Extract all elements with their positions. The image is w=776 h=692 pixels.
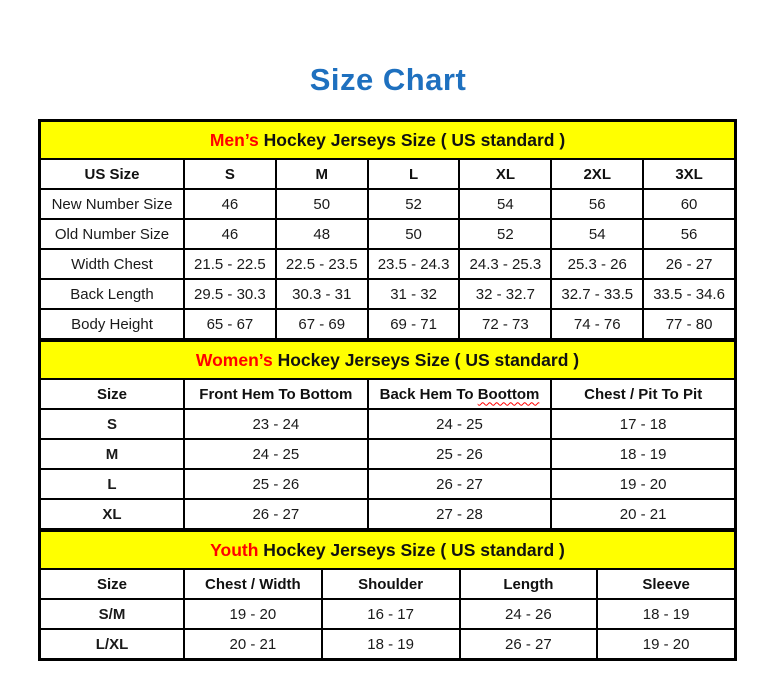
- size-value-cell: 24.3 - 25.3: [459, 249, 551, 279]
- row-label: Width Chest: [40, 249, 184, 279]
- womens-header-row: [40, 379, 735, 409]
- column-header: Size: [40, 379, 184, 409]
- column-header: XL: [459, 159, 551, 189]
- size-value-cell: 23.5 - 24.3: [368, 249, 460, 279]
- column-header: Front Hem To Bottom: [184, 379, 368, 409]
- size-value-cell: 25.3 - 26: [551, 249, 643, 279]
- table-row: [40, 499, 735, 529]
- size-value-cell: 32 - 32.7: [459, 279, 551, 309]
- size-value-cell: 46: [184, 189, 276, 219]
- column-header: US Size: [40, 159, 184, 189]
- size-value-cell: 21.5 - 22.5: [184, 249, 276, 279]
- row-label: L: [40, 469, 184, 499]
- size-value-cell: 50: [368, 219, 460, 249]
- table-row: [40, 629, 735, 659]
- size-value-cell: 46: [184, 219, 276, 249]
- column-header: Shoulder: [322, 569, 460, 599]
- column-header: Chest / Pit To Pit: [551, 379, 735, 409]
- page-title: Size Chart: [309, 62, 467, 97]
- youth-section-band-cell: [40, 531, 735, 569]
- size-value-cell: 24 - 26: [460, 599, 598, 629]
- size-value-cell: 18 - 19: [597, 599, 735, 629]
- size-value-cell: 19 - 20: [597, 629, 735, 659]
- size-value-cell: 19 - 20: [551, 469, 735, 499]
- size-value-cell: 26 - 27: [460, 629, 598, 659]
- size-value-cell: 26 - 27: [184, 499, 368, 529]
- table-row: [40, 309, 735, 339]
- womens-section-title-text: Hockey Jerseys Size ( US standard ): [272, 349, 580, 370]
- row-label: New Number Size: [40, 189, 184, 219]
- size-value-cell: 24 - 25: [184, 439, 368, 469]
- table-row: [40, 219, 735, 249]
- size-value-cell: 18 - 19: [551, 439, 735, 469]
- size-value-cell: 20 - 21: [551, 499, 735, 529]
- column-header-text: Back Hem To: [379, 385, 478, 403]
- womens-size-table: [39, 340, 736, 530]
- table-row: [40, 409, 735, 439]
- row-label: M: [40, 439, 184, 469]
- size-value-cell: 60: [643, 189, 735, 219]
- column-header: M: [276, 159, 368, 189]
- size-value-cell: 31 - 32: [368, 279, 460, 309]
- size-value-cell: 54: [459, 189, 551, 219]
- youth-section-title-text: Hockey Jerseys Size ( US standard ): [258, 539, 565, 560]
- size-value-cell: 74 - 76: [551, 309, 643, 339]
- size-value-cell: 30.3 - 31: [276, 279, 368, 309]
- row-label: Body Height: [40, 309, 184, 339]
- row-label: Old Number Size: [40, 219, 184, 249]
- size-value-cell: 67 - 69: [276, 309, 368, 339]
- row-label: L/XL: [40, 629, 184, 659]
- column-header: Chest / Width: [184, 569, 322, 599]
- size-value-cell: 16 - 17: [322, 599, 460, 629]
- size-value-cell: 65 - 67: [184, 309, 276, 339]
- size-value-cell: 26 - 27: [368, 469, 552, 499]
- youth-section-highlight: Youth: [210, 539, 259, 560]
- table-row: [40, 279, 735, 309]
- table-row: [40, 439, 735, 469]
- size-value-cell: 24 - 25: [368, 409, 552, 439]
- size-value-cell: 33.5 - 34.6: [643, 279, 735, 309]
- mens-section-highlight: Men’s: [209, 129, 259, 150]
- size-value-cell: 25 - 26: [184, 469, 368, 499]
- size-value-cell: 72 - 73: [459, 309, 551, 339]
- womens-section-band-cell: [40, 341, 735, 379]
- size-value-cell: 54: [551, 219, 643, 249]
- youth-size-table: [39, 530, 736, 660]
- column-header: S: [184, 159, 276, 189]
- row-label: XL: [40, 499, 184, 529]
- column-header: [368, 379, 552, 409]
- size-value-cell: 56: [551, 189, 643, 219]
- mens-size-table: [39, 120, 736, 340]
- size-value-cell: 50: [276, 189, 368, 219]
- table-row: [40, 189, 735, 219]
- row-label: Back Length: [40, 279, 184, 309]
- size-value-cell: 19 - 20: [184, 599, 322, 629]
- size-value-cell: 52: [459, 219, 551, 249]
- table-row: [40, 599, 735, 629]
- size-value-cell: 23 - 24: [184, 409, 368, 439]
- column-header: Size: [40, 569, 184, 599]
- column-header: 2XL: [551, 159, 643, 189]
- column-header: Length: [460, 569, 598, 599]
- column-header: 3XL: [643, 159, 735, 189]
- misspelled-word: Boottom: [477, 385, 540, 403]
- size-value-cell: 22.5 - 23.5: [276, 249, 368, 279]
- mens-section-band-cell: [40, 121, 735, 159]
- size-value-cell: 52: [368, 189, 460, 219]
- row-label: S/M: [40, 599, 184, 629]
- mens-section-band: [40, 121, 735, 159]
- size-value-cell: 56: [643, 219, 735, 249]
- womens-section-band: [40, 341, 735, 379]
- column-header: L: [368, 159, 460, 189]
- size-value-cell: 48: [276, 219, 368, 249]
- size-value-cell: 17 - 18: [551, 409, 735, 439]
- size-value-cell: 32.7 - 33.5: [551, 279, 643, 309]
- size-value-cell: 77 - 80: [643, 309, 735, 339]
- size-value-cell: 25 - 26: [368, 439, 552, 469]
- size-value-cell: 18 - 19: [322, 629, 460, 659]
- womens-section-highlight: Women’s: [195, 349, 273, 370]
- mens-header-row: [40, 159, 735, 189]
- size-value-cell: 27 - 28: [368, 499, 552, 529]
- size-value-cell: 26 - 27: [643, 249, 735, 279]
- column-header: Sleeve: [597, 569, 735, 599]
- mens-section-title-text: Hockey Jerseys Size ( US standard ): [258, 129, 566, 150]
- size-chart-container: [38, 119, 737, 661]
- table-row: [40, 469, 735, 499]
- table-row: [40, 249, 735, 279]
- youth-section-band: [40, 531, 735, 569]
- size-value-cell: 20 - 21: [184, 629, 322, 659]
- youth-header-row: [40, 569, 735, 599]
- size-value-cell: 29.5 - 30.3: [184, 279, 276, 309]
- row-label: S: [40, 409, 184, 439]
- size-value-cell: 69 - 71: [368, 309, 460, 339]
